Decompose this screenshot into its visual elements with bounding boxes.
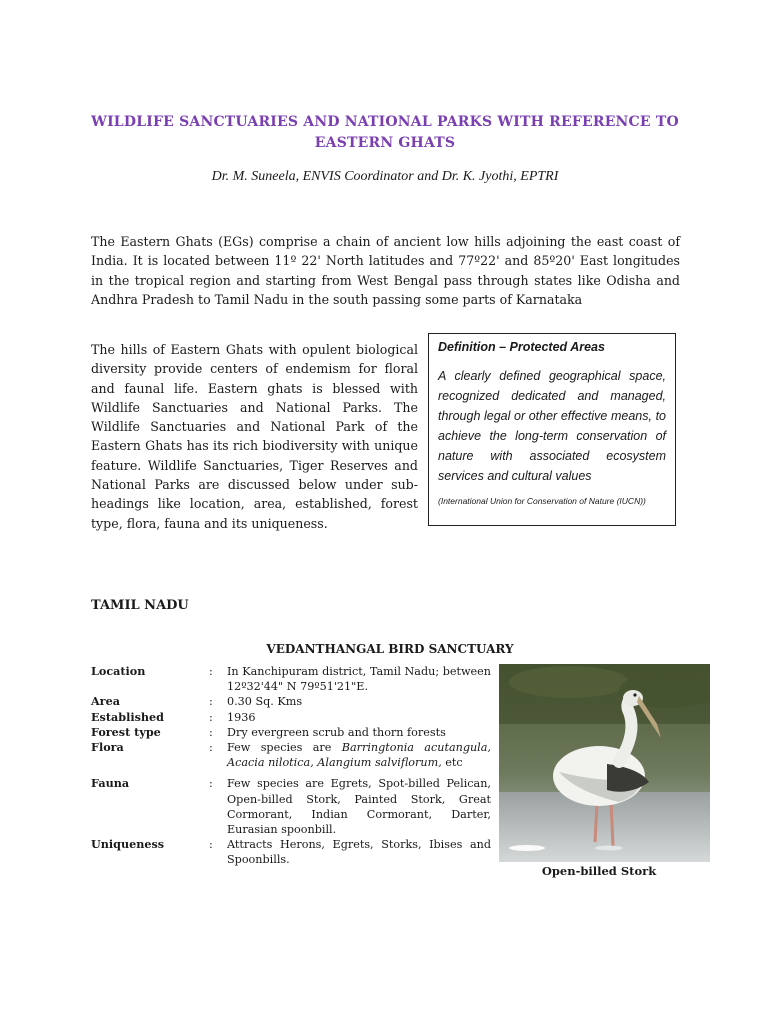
fact-colon: : (209, 665, 213, 678)
fact-value: Attracts Herons, Egrets, Storks, Ibises and Spoonbills. (227, 838, 491, 867)
definition-text: A clearly defined geographical space, recognized dedicated and managed, through legal or other effective means, to achieve the long-term conservation of nature with associated ecosystem services and cultural values (438, 369, 666, 483)
definition-box (428, 333, 676, 526)
fact-value: In Kanchipuram district, Tamil Nadu; between 12º32'44" N 79º51'21"E. (227, 665, 491, 694)
fact-row-area (91, 694, 491, 709)
fact-label: Area (91, 694, 120, 709)
fact-label: Uniqueness (91, 837, 165, 852)
fact-colon: : (209, 695, 213, 709)
definition-source: (International Union for Conservation of Nature (IUCN)) (438, 496, 646, 506)
fact-value: Dry evergreen scrub and thorn forests (227, 725, 446, 739)
fact-label: Established (91, 709, 164, 724)
fact-row-fauna (91, 776, 491, 837)
fact-value: Few species are Egrets, Spot-billed Pelican, Open-billed Stork, Painted Stork, Great Cormorant, Indian Cormorant, Darter, Eurasian spoonbill. (227, 777, 491, 837)
fact-row-forest-type (91, 725, 491, 740)
fact-colon: : (209, 741, 213, 755)
open-billed-stork-icon (499, 664, 710, 862)
fact-colon: : (209, 838, 213, 852)
photo-caption: Open-billed Stork (541, 864, 657, 878)
fact-label: Flora (91, 740, 124, 755)
fact-label: Forest type (91, 724, 161, 739)
fact-row-uniqueness (91, 837, 491, 867)
fact-colon: : (209, 710, 213, 724)
fact-colon: : (209, 725, 213, 739)
flora-species: Barringtonia acutangula, Acacia nilotica, Alangium salviflorum, (227, 741, 491, 770)
fact-row-flora (91, 740, 491, 770)
fact-colon: : (209, 777, 213, 791)
fact-value (227, 740, 491, 770)
fact-row-location (91, 664, 491, 694)
sanctuary-facts (91, 664, 491, 868)
authors-line: Dr. M. Suneela, ENVIS Coordinator and Dr. K. Jyothi, EPTRI (211, 169, 559, 184)
fact-value: 1936 (227, 710, 256, 724)
state-heading: TAMIL NADU (91, 598, 189, 613)
flora-prefix: Few species are (227, 741, 342, 755)
stork-photo (499, 664, 710, 862)
fact-row-established (91, 710, 491, 725)
flora-suffix: etc (441, 756, 463, 770)
page-title: WILDLIFE SANCTUARIES AND NATIONAL PARKS WITH REFERENCE TO EASTERN GHATS (91, 114, 679, 151)
intro-paragraph: The Eastern Ghats (EGs) comprise a chain of ancient low hills adjoining the east coast of India. It is located between 11º 22' North latitudes and 77º22' and 85º20' East longitudes in the tropical region and starting from West Bengal pass through states like Odisha and Andhra Pradesh to Tamil Nadu in the south passing some parts of Karnataka (91, 234, 680, 307)
overview-paragraph: The hills of Eastern Ghats with opulent biological diversity provide centers of endemism for floral and faunal life. Eastern ghats is blessed with Wildlife Sanctuaries and National Parks. The Wildlife Sanctuaries and National Park of the Eastern Ghats has its rich biodiversity with unique feature. Wildlife Sanctuaries, Tiger Reserves and National Parks are discussed below under sub-headings like location, area, established, forest type, flora, fauna and its uniqueness. (91, 342, 418, 531)
fact-value: 0.30 Sq. Kms (227, 695, 303, 709)
fact-label: Fauna (91, 776, 130, 791)
sanctuary-heading: VEDANTHANGAL BIRD SANCTUARY (266, 642, 514, 656)
fact-label: Location (91, 664, 146, 678)
definition-title: Definition – Protected Areas (438, 340, 605, 354)
